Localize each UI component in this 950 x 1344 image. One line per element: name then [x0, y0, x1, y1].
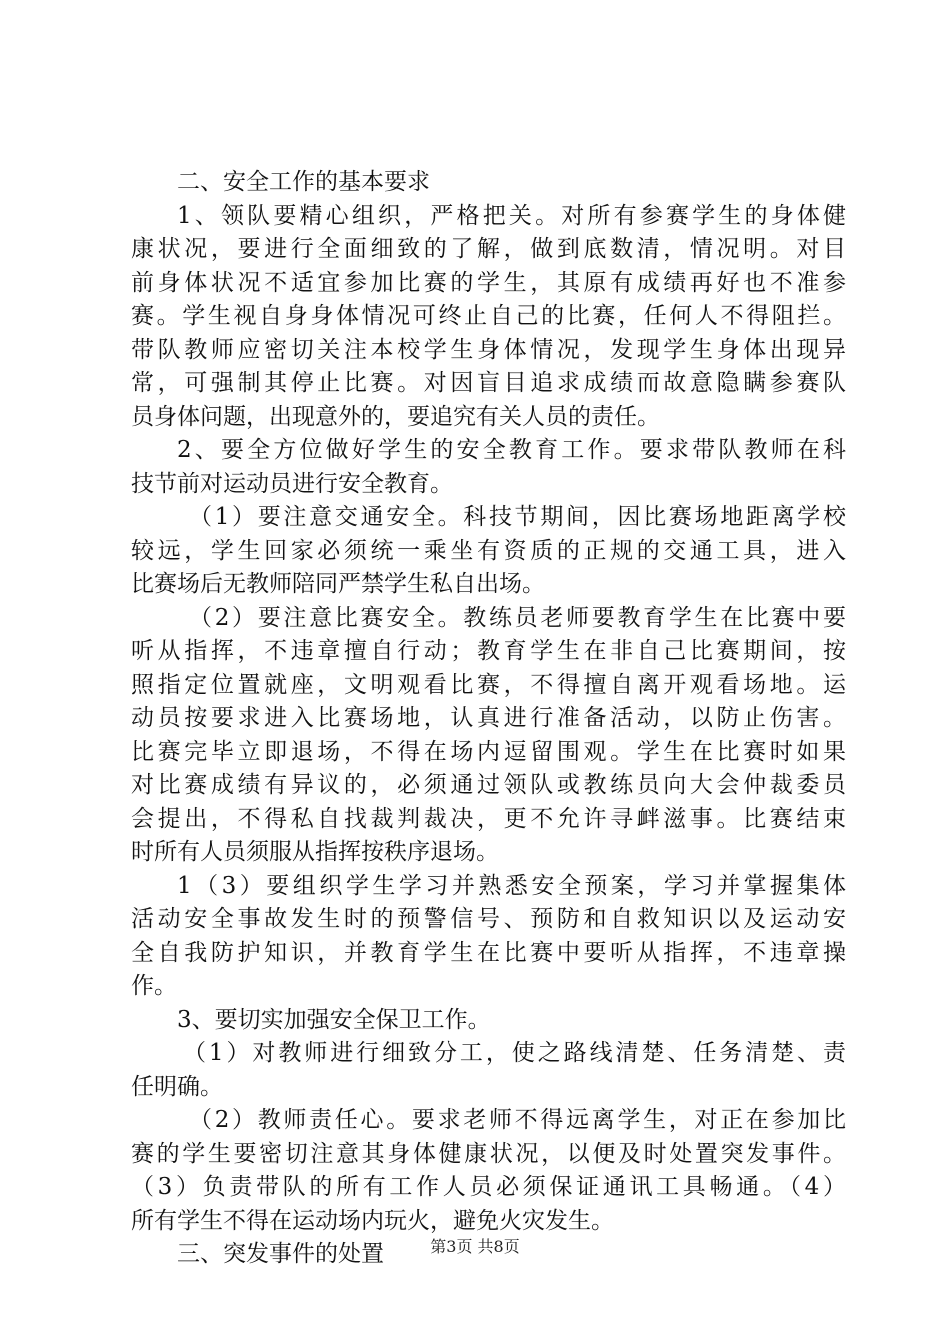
- text-line: 二、安全工作的基本要求: [177, 169, 430, 195]
- text-line: 2、要全方位做好学生的安全教育工作。要求带队教师在科: [177, 437, 846, 463]
- text-line: 对比赛成绩有异议的，必须通过领队或教练员向大会仲裁委员: [131, 772, 846, 798]
- text-line: 活动安全事故发生时的预警信号、预防和自救知识以及运动安: [131, 906, 846, 932]
- text-line: 时所有人员须服从指挥按秩序退场。: [131, 839, 499, 865]
- text-line: 照指定位置就座，文明观看比赛，不得擅自离开观看场地。运: [131, 671, 846, 698]
- text-line: 3、要切实加强安全保卫工作。: [177, 1006, 491, 1033]
- text-line: 1（3）要组织学生学习并熟悉安全预案，学习并掌握集体: [177, 872, 846, 899]
- document-body: [131, 166, 846, 1272]
- text-line: 所有学生不得在运动场内玩火，避免火灾发生。: [131, 1207, 614, 1234]
- text-line: （3）负责带队的所有工作人员必须保证通讯工具畅通。（4）: [131, 1174, 846, 1200]
- text-line: 三、突发事件的处置: [177, 1241, 384, 1267]
- text-line: 比赛场后无教师陪同严禁学生私自出场。: [131, 571, 545, 597]
- text-line: 会提出，不得私自找裁判裁决，更不允许寻衅滋事。比赛结束: [131, 805, 846, 832]
- text-line: （2）要注意比赛安全。教练员老师要教育学生在比赛中要: [189, 604, 846, 631]
- text-line: 作。: [131, 973, 177, 999]
- text-line: 带队教师应密切关注本校学生身体情况，发现学生身体出现异: [131, 336, 846, 363]
- text-line: （2）教师责任心。要求老师不得远离学生，对正在参加比: [189, 1107, 846, 1133]
- text-line: 常，可强制其停止比赛。对因盲目追求成绩而故意隐瞒参赛队: [131, 370, 846, 396]
- text-line: （1）对教师进行细致分工，使之路线清楚、任务清楚、责: [183, 1040, 846, 1066]
- text-line: 技节前对运动员进行安全教育。: [131, 470, 453, 497]
- text-line: 任明确。: [131, 1073, 223, 1100]
- text-line: 员身体问题，出现意外的，要追究有关人员的责任。: [131, 403, 660, 430]
- text-line: 听从指挥，不违章擅自行动；教育学生在非自己比赛期间，按: [131, 638, 846, 664]
- text-line: 1、领队要精心组织，严格把关。对所有参赛学生的身体健: [177, 202, 846, 229]
- page-footer: 第3页 共8页: [430, 1237, 520, 1256]
- text-line: 赛。学生视自身身体情况可终止自己的比赛，任何人不得阻拦。: [131, 303, 846, 329]
- text-line: 较远，学生回家必须统一乘坐有资质的正规的交通工具，进入: [131, 537, 846, 564]
- text-line: 前身体状况不适宜参加比赛的学生，其原有成绩再好也不准参: [131, 269, 846, 296]
- text-line: 动员按要求进入比赛场地，认真进行准备活动，以防止伤害。: [131, 705, 846, 731]
- text-line: 康状况，要进行全面细致的了解，做到底数清，情况明。对目: [131, 236, 846, 262]
- text-line: 赛的学生要密切注意其身体健康状况，以便及时处置突发事件。: [131, 1140, 846, 1167]
- text-line: 全自我防护知识，并教育学生在比赛中要听从指挥，不违章操: [131, 939, 846, 966]
- text-line: 比赛完毕立即退场，不得在场内逗留围观。学生在比赛时如果: [131, 738, 846, 765]
- text-line: （1）要注意交通安全。科技节期间，因比赛场地距离学校: [189, 504, 846, 530]
